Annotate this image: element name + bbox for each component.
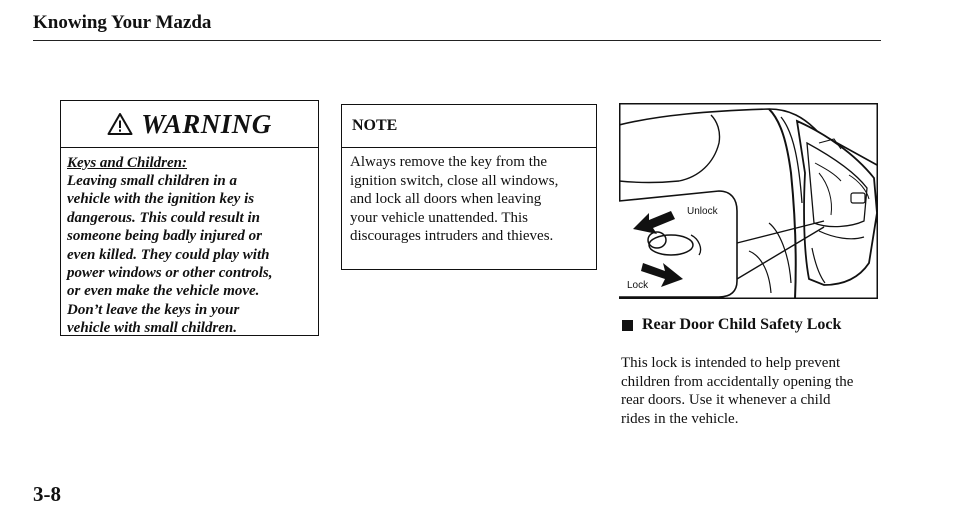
warning-text-line: someone being badly injured or bbox=[67, 228, 263, 245]
body-text-line: rear doors. Use it whenever a child bbox=[621, 392, 831, 409]
body-text-line: This lock is intended to help prevent bbox=[621, 355, 841, 371]
warning-text-line: vehicle with the ignition key is bbox=[67, 191, 255, 208]
note-text-line: your vehicle unattended. This bbox=[350, 209, 529, 226]
page-header-title: Knowing Your Mazda bbox=[33, 12, 212, 33]
section-heading bbox=[622, 316, 841, 334]
header-divider bbox=[33, 40, 881, 41]
unlock-label: Unlock bbox=[687, 206, 718, 217]
warning-header bbox=[61, 101, 318, 148]
page-number: 3-8 bbox=[33, 482, 61, 506]
body-text-line: children from accidentally opening the bbox=[621, 373, 854, 390]
warning-text-line: or even make the vehicle move. bbox=[67, 283, 260, 300]
square-bullet-icon bbox=[622, 320, 633, 331]
note-box bbox=[341, 104, 597, 270]
section-body bbox=[621, 354, 881, 428]
note-text-line: discourages intruders and thieves. bbox=[350, 228, 554, 245]
note-text-line: and lock all doors when leaving bbox=[350, 191, 542, 208]
section-heading-text: Rear Door Child Safety Lock bbox=[642, 316, 842, 333]
body-text-line: rides in the vehicle. bbox=[621, 410, 739, 427]
note-header bbox=[342, 105, 596, 148]
note-title: NOTE bbox=[352, 117, 398, 134]
warning-text-line: dangerous. This could result in bbox=[67, 209, 260, 226]
note-body bbox=[342, 148, 596, 246]
child-lock-illustration bbox=[619, 103, 878, 299]
note-text-line: Always remove the key from the bbox=[350, 154, 548, 170]
warning-text-line: vehicle with small children. bbox=[67, 320, 238, 337]
warning-triangle-icon bbox=[107, 112, 133, 136]
warning-subtitle: Keys and Children: bbox=[67, 155, 188, 171]
rear-door-drawing bbox=[619, 103, 878, 299]
warning-box bbox=[60, 100, 319, 336]
warning-text-line: power windows or other controls, bbox=[67, 265, 273, 282]
warning-body bbox=[61, 148, 318, 338]
note-text-line: ignition switch, close all windows, bbox=[350, 172, 559, 189]
warning-text-line: Leaving small children in a bbox=[67, 173, 238, 189]
warning-text-line: even killed. They could play with bbox=[67, 246, 270, 263]
warning-text-line: Don’t leave the keys in your bbox=[67, 301, 240, 318]
lock-label: Lock bbox=[627, 280, 649, 291]
warning-title: WARNING bbox=[141, 108, 272, 139]
